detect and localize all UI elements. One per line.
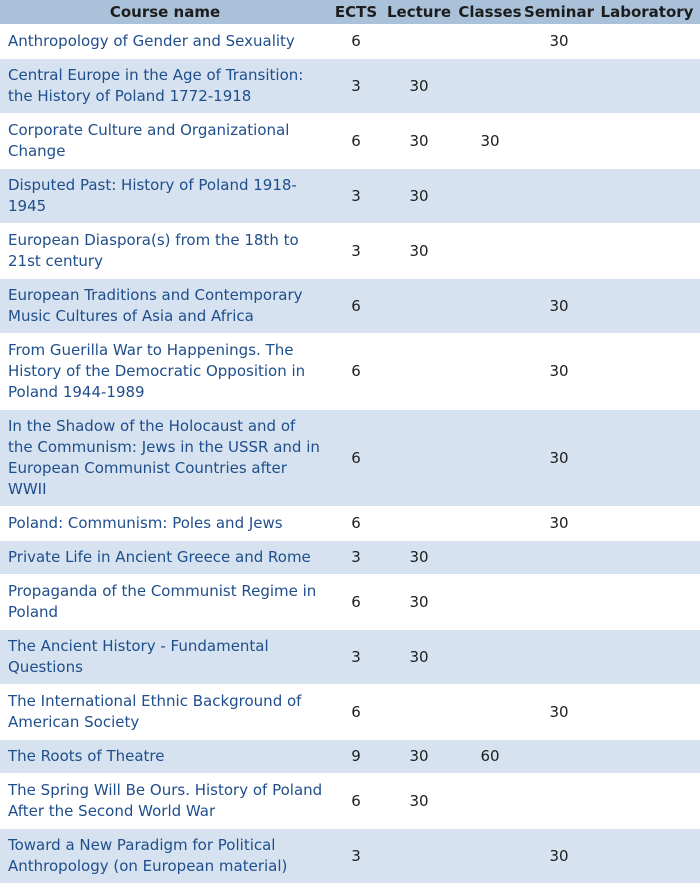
course-link[interactable]: The Ancient History - Fundamental Questions: [8, 637, 269, 676]
ects-cell: 6: [330, 279, 382, 334]
course-name-cell: [0, 410, 330, 507]
lecture-hours-cell: 30: [382, 630, 456, 685]
classes-hours-cell: [456, 59, 524, 114]
ects-cell: 6: [330, 410, 382, 507]
classes-hours-cell: [456, 829, 524, 884]
header-ects: ECTS: [330, 0, 382, 25]
lecture-hours-cell: 30: [382, 740, 456, 774]
table-row: [0, 774, 700, 829]
classes-hours-cell: [456, 507, 524, 541]
laboratory-hours-cell: [594, 410, 700, 507]
course-link[interactable]: Anthropology of Gender and Sexuality: [8, 32, 295, 50]
seminar-hours-cell: [524, 59, 594, 114]
laboratory-hours-cell: [594, 685, 700, 740]
table-row: [0, 169, 700, 224]
seminar-hours-cell: [524, 740, 594, 774]
table-row: [0, 334, 700, 410]
table-row: [0, 25, 700, 59]
seminar-hours-cell: [524, 169, 594, 224]
table-row: [0, 410, 700, 507]
lecture-hours-cell: 30: [382, 169, 456, 224]
seminar-hours-cell: 30: [524, 410, 594, 507]
lecture-hours-cell: 30: [382, 224, 456, 279]
table-row: [0, 114, 700, 169]
laboratory-hours-cell: [594, 630, 700, 685]
ects-cell: 6: [330, 685, 382, 740]
course-name-cell: [0, 59, 330, 114]
classes-hours-cell: 30: [456, 114, 524, 169]
laboratory-hours-cell: [594, 334, 700, 410]
course-table-body: [0, 25, 700, 884]
ects-cell: 3: [330, 630, 382, 685]
table-row: [0, 224, 700, 279]
header-course-name: Course name: [0, 0, 330, 25]
lecture-hours-cell: [382, 410, 456, 507]
header-classes: Classes: [456, 0, 524, 25]
table-row: [0, 630, 700, 685]
course-link[interactable]: Central Europe in the Age of Transition: the History of Poland 1772-1918: [8, 66, 304, 105]
course-link[interactable]: European Diaspora(s) from the 18th to 21st century: [8, 231, 299, 270]
classes-hours-cell: [456, 685, 524, 740]
laboratory-hours-cell: [594, 541, 700, 575]
table-row: [0, 685, 700, 740]
course-name-cell: [0, 575, 330, 630]
ects-cell: 6: [330, 114, 382, 169]
seminar-hours-cell: 30: [524, 279, 594, 334]
seminar-hours-cell: [524, 774, 594, 829]
table-row: [0, 740, 700, 774]
lecture-hours-cell: [382, 829, 456, 884]
table-row: [0, 279, 700, 334]
seminar-hours-cell: [524, 114, 594, 169]
course-name-cell: [0, 829, 330, 884]
course-link[interactable]: Propaganda of the Communist Regime in Poland: [8, 582, 317, 621]
classes-hours-cell: [456, 410, 524, 507]
seminar-hours-cell: 30: [524, 829, 594, 884]
table-row: [0, 59, 700, 114]
laboratory-hours-cell: [594, 224, 700, 279]
course-link[interactable]: Private Life in Ancient Greece and Rome: [8, 548, 311, 566]
course-name-cell: [0, 630, 330, 685]
classes-hours-cell: [456, 224, 524, 279]
course-name-cell: [0, 774, 330, 829]
header-laboratory: Laboratory: [594, 0, 700, 25]
course-link[interactable]: In the Shadow of the Holocaust and of the Communism: Jews in the USSR and in European Communist Countries after WWII: [8, 417, 320, 498]
seminar-hours-cell: 30: [524, 25, 594, 59]
ects-cell: 6: [330, 774, 382, 829]
table-row: [0, 541, 700, 575]
laboratory-hours-cell: [594, 279, 700, 334]
seminar-hours-cell: 30: [524, 685, 594, 740]
course-link[interactable]: Poland: Communism: Poles and Jews: [8, 514, 283, 532]
laboratory-hours-cell: [594, 774, 700, 829]
ects-cell: 6: [330, 25, 382, 59]
course-name-cell: [0, 224, 330, 279]
course-name-cell: [0, 507, 330, 541]
table-row: [0, 829, 700, 884]
course-link[interactable]: Disputed Past: History of Poland 1918-1945: [8, 176, 297, 215]
header-lecture: Lecture: [382, 0, 456, 25]
course-name-cell: [0, 334, 330, 410]
laboratory-hours-cell: [594, 507, 700, 541]
ects-cell: 3: [330, 59, 382, 114]
lecture-hours-cell: [382, 25, 456, 59]
classes-hours-cell: [456, 541, 524, 575]
course-name-cell: [0, 279, 330, 334]
course-name-cell: [0, 541, 330, 575]
lecture-hours-cell: 30: [382, 114, 456, 169]
seminar-hours-cell: [524, 224, 594, 279]
lecture-hours-cell: [382, 279, 456, 334]
ects-cell: 6: [330, 575, 382, 630]
table-row: [0, 575, 700, 630]
course-name-cell: [0, 740, 330, 774]
seminar-hours-cell: [524, 630, 594, 685]
course-link[interactable]: European Traditions and Contemporary Music Cultures of Asia and Africa: [8, 286, 303, 325]
lecture-hours-cell: [382, 685, 456, 740]
classes-hours-cell: [456, 334, 524, 410]
ects-cell: 3: [330, 169, 382, 224]
ects-cell: 6: [330, 334, 382, 410]
classes-hours-cell: [456, 630, 524, 685]
course-name-cell: [0, 685, 330, 740]
laboratory-hours-cell: [594, 114, 700, 169]
laboratory-hours-cell: [594, 740, 700, 774]
classes-hours-cell: [456, 279, 524, 334]
seminar-hours-cell: [524, 541, 594, 575]
table-row: [0, 507, 700, 541]
seminar-hours-cell: 30: [524, 507, 594, 541]
course-link[interactable]: Toward a New Paradigm for Political Anthropology (on European material): [8, 836, 288, 875]
laboratory-hours-cell: [594, 25, 700, 59]
laboratory-hours-cell: [594, 575, 700, 630]
ects-cell: 9: [330, 740, 382, 774]
course-link[interactable]: The Roots of Theatre: [8, 747, 165, 765]
ects-cell: 3: [330, 224, 382, 279]
lecture-hours-cell: [382, 507, 456, 541]
classes-hours-cell: [456, 25, 524, 59]
classes-hours-cell: [456, 774, 524, 829]
course-link[interactable]: Corporate Culture and Organizational Change: [8, 121, 290, 160]
lecture-hours-cell: 30: [382, 774, 456, 829]
ects-cell: 3: [330, 829, 382, 884]
lecture-hours-cell: [382, 334, 456, 410]
course-name-cell: [0, 25, 330, 59]
course-link[interactable]: The International Ethnic Background of American Society: [8, 692, 302, 731]
lecture-hours-cell: 30: [382, 575, 456, 630]
laboratory-hours-cell: [594, 59, 700, 114]
seminar-hours-cell: 30: [524, 334, 594, 410]
course-name-cell: [0, 169, 330, 224]
ects-cell: 3: [330, 541, 382, 575]
course-name-cell: [0, 114, 330, 169]
laboratory-hours-cell: [594, 829, 700, 884]
classes-hours-cell: 60: [456, 740, 524, 774]
header-seminar: Seminar: [524, 0, 594, 25]
lecture-hours-cell: 30: [382, 59, 456, 114]
course-link[interactable]: The Spring Will Be Ours. History of Poland After the Second World War: [8, 781, 323, 820]
seminar-hours-cell: [524, 575, 594, 630]
header-row: [0, 0, 700, 25]
lecture-hours-cell: 30: [382, 541, 456, 575]
ects-cell: 6: [330, 507, 382, 541]
laboratory-hours-cell: [594, 169, 700, 224]
classes-hours-cell: [456, 575, 524, 630]
classes-hours-cell: [456, 169, 524, 224]
course-link[interactable]: From Guerilla War to Happenings. The History of the Democratic Opposition in Poland 1944-1989: [8, 341, 306, 401]
